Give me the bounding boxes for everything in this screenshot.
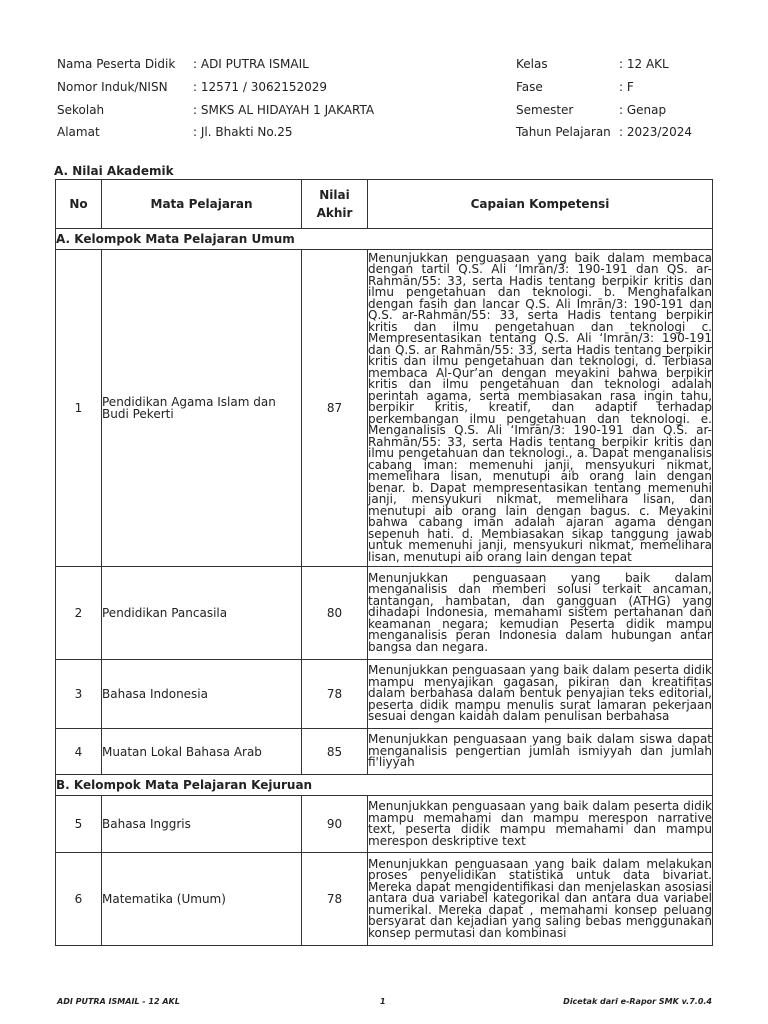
label-sekolah: Sekolah <box>57 103 105 117</box>
footer-student: ADI PUTRA ISMAIL - 12 AKL <box>57 997 180 1006</box>
row-no: 6 <box>56 853 102 946</box>
row-subject: Pendidikan Agama Islam dan Budi Pekerti <box>102 250 302 567</box>
value-nisn: : 12571 / 3062152029 <box>193 80 328 94</box>
header-score-line2: Akhir <box>316 206 353 220</box>
value-fase: : F <box>619 80 634 94</box>
row-competency: Menunjukkan penguasaan yang baik dalam menganalisis dan memberi solusi terkait ancaman, tantangan, hambatan, dan gangguan (ATHG) yang dihadapi Indonesia, memahami sistem pertahanan dan keamanan negara; kemudian Peserta didik mampu menganalisis peran Indonesia dalam hubungan antar bangsa dan negara. <box>368 567 713 660</box>
table-row <box>56 796 713 853</box>
group-row-kejuruan <box>56 775 713 796</box>
header-score <box>302 180 368 229</box>
value-sekolah: : SMKS AL HIDAYAH 1 JAKARTA <box>193 103 375 117</box>
table-row <box>56 729 713 775</box>
row-subject: Bahasa Indonesia <box>102 660 302 729</box>
footer-page-number: 1 <box>380 997 386 1006</box>
table-row <box>56 567 713 660</box>
row-no: 3 <box>56 660 102 729</box>
row-competency: Menunjukkan penguasaan yang baik dalam peserta didik mampu menyajikan gagasan, pikiran dan kreatifitas dalam berbahasa dalam bentuk penyajian teks editorial, peserta didik mampu menulis surat lamaran pekerjaan sesuai dengan kaidah dalam penulisan berbahasa <box>368 660 713 729</box>
label-fase: Fase <box>516 80 543 94</box>
footer-printed-by: Dicetak dari e-Rapor SMK v.7.0.4 <box>563 997 712 1006</box>
table-row <box>56 660 713 729</box>
row-score: 78 <box>302 660 368 729</box>
group-row-umum <box>56 229 713 250</box>
value-semester: : Genap <box>619 103 667 117</box>
group-label-kejuruan: B. Kelompok Mata Pelajaran Kejuruan <box>56 775 713 796</box>
row-competency: Menunjukkan penguasaan yang baik dalam membaca dengan tartil Q.S. Ali ‘Imrān/3: 190-191 dan QS. ar-Rahmān/55: 33, serta Hadis tentang berpikir kritis dan ilmu pengetahuan dan teknologi. b. Menghafalkan dengan fasih dan lancar Q.S. Ali Imrān/3: 190-191 dan Q.S. ar-Rahmān/55: 33, serta Hadis tentang berpikir kritis dan ilmu pengetahuan dan teknologi c. Mempresentasikan tentang Q.S. Ali ‘Imrān/3: 190-191 dan Q.S. ar Rahmān/55: 33, serta Hadis tentang berpikir kritis dan ilmu pengetahuan dan teknologi, d. Terbiasa membaca Al-Qur’an dengan meyakini bahwa berpikir kritis dan ilmu pengetahuan dan teknologi adalah perintah agama, serta membiasakan rasa ingin tahu, berpikir kritis, kreatif, dan adaptif terhadap perkembangan ilmu pengetahuan dan teknologi. e. Menganalisis Q.S. Ali ‘Imrān/3: 190-191 dan Q.S. ar-Rahmān/55: 33, serta Hadis tentang berpikir kritis dan ilmu pengetahuan dan teknologi., a. Dapat menganalisis cabang iman: memenuhi janji, mensyukuri nikmat, memelihara lisan, menutupi aib orang lain dengan benar. b. Dapat mempresentasikan tentang memenuhi janji, mensyukuri nikmat, memelihara lisan, dan menutupi aib orang lain dengan bagus. c. Meyakini bahwa cabang iman adalah ajaran agama dengan sepenuh hati. d. Membiasakan sikap tanggung jawab untuk memenuhi janji, mensyukuri nikmat, memelihara lisan, menutupi aib orang lain dengan tepat <box>368 250 713 567</box>
row-subject: Bahasa Inggris <box>102 796 302 853</box>
label-nama: Nama Peserta Didik <box>57 57 176 71</box>
label-semester: Semester <box>516 103 574 117</box>
section-title: A. Nilai Akademik <box>54 164 174 178</box>
label-nisn: Nomor Induk/NISN <box>57 80 168 94</box>
label-alamat: Alamat <box>57 125 100 139</box>
value-tahun: : 2023/2024 <box>619 125 692 139</box>
value-alamat: : Jl. Bhakti No.25 <box>193 125 293 139</box>
table-row <box>56 250 713 567</box>
row-subject: Matematika (Umum) <box>102 853 302 946</box>
table-row <box>56 853 713 946</box>
label-kelas: Kelas <box>516 57 548 71</box>
value-nama: : ADI PUTRA ISMAIL <box>193 57 309 71</box>
row-subject: Pendidikan Pancasila <box>102 567 302 660</box>
row-no: 4 <box>56 729 102 775</box>
row-subject: Muatan Lokal Bahasa Arab <box>102 729 302 775</box>
row-competency: Menunjukkan penguasaan yang baik dalam melakukan proses penyelidikan statistika untuk data bivariat. Mereka dapat mengidentifikasi dan menjelaskan asosiasi antara dua variabel kategorikal dan antara dua variabel numerikal. Mereka dapat , memahami konsep peluang bersyarat dan kejadian yang saling bebas menggunakan konsep permutasi dan kombinasi <box>368 853 713 946</box>
row-no: 5 <box>56 796 102 853</box>
header-competency: Capaian Kompetensi <box>368 180 713 229</box>
header-no: No <box>56 180 102 229</box>
row-no: 1 <box>56 250 102 567</box>
table-header-row <box>56 180 713 229</box>
value-kelas: : 12 AKL <box>619 57 669 71</box>
header-score-line1: Nilai <box>319 188 350 202</box>
label-tahun: Tahun Pelajaran <box>516 125 611 139</box>
row-competency: Menunjukkan penguasaan yang baik dalam peserta didik mampu memahami dan mampu merespon narrative text, peserta didik mampu memahami dan mampu merespon deskriptive text <box>368 796 713 853</box>
row-competency: Menunjukkan penguasaan yang baik dalam siswa dapat menganalisis pengertian jumlah ismiyyah dan jumlah fi'liyyah <box>368 729 713 775</box>
row-score: 78 <box>302 853 368 946</box>
header-subject: Mata Pelajaran <box>102 180 302 229</box>
row-score: 80 <box>302 567 368 660</box>
row-score: 87 <box>302 250 368 567</box>
group-label-umum: A. Kelompok Mata Pelajaran Umum <box>56 229 713 250</box>
grades-table <box>55 179 713 946</box>
row-no: 2 <box>56 567 102 660</box>
row-score: 90 <box>302 796 368 853</box>
row-score: 85 <box>302 729 368 775</box>
